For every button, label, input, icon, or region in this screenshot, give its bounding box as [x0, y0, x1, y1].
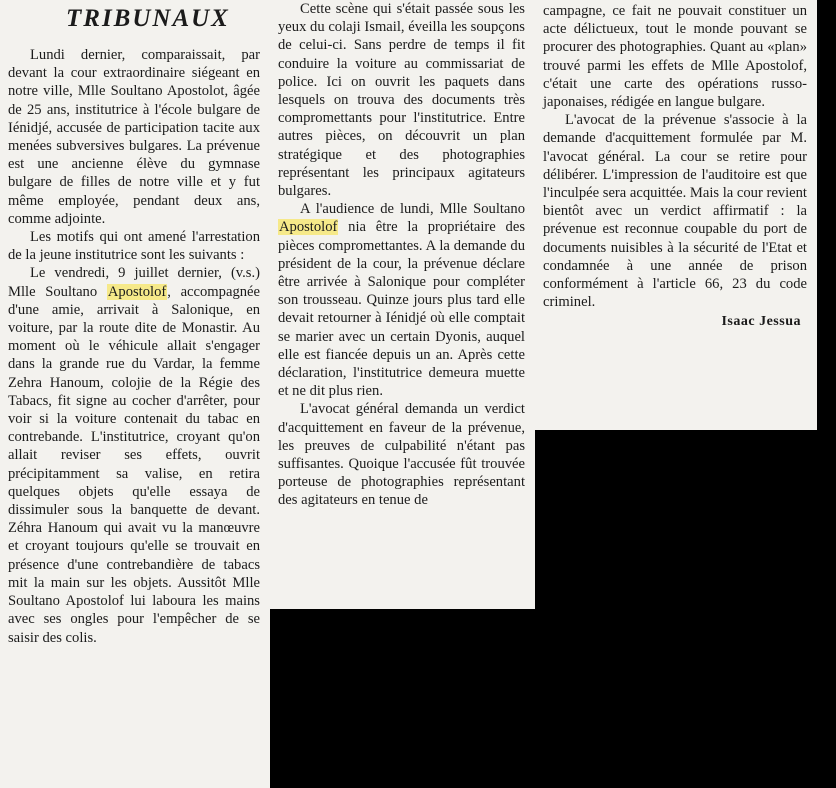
author-signature: Isaac Jessua — [721, 314, 801, 330]
paragraph-text: L'avocat de la prévenue s'associe à la demande d'acquittement formulée par M. l'avocat général. La cour se retire pour délibérer. L'impression de l'auditoire est que l'inculpée sera acquittée. Mais la cour revient bientôt avec un verdict affirmatif : la prévenue est reconnue coupable du port de documents nuisibles à la sécurité de l'Etat et condamnée à une année de prison conformément à l'article 66, 23 du code criminel. — [543, 112, 807, 311]
paragraph — [543, 2, 807, 111]
paragraph-text: Cette scène qui s'était passée sous les yeux du colaji Ismail, éveilla les soupçons de celui-ci. Sans perdre de temps il fit conduire la voiture au commissariat de police. Ici on ouvrit les paquets dans lesquels on trouva des documents très compromettants pour l'institutrice. Entre autres pièces, on découvrit un plan stratégique et des photographies représentant les principaux agitateurs bulgares. — [278, 1, 525, 200]
paragraph-text: A l'audience de lundi, Mlle Soultano — [300, 201, 525, 218]
paragraph-text: L'avocat général demanda un verdict d'acquittement en faveur de la prévenue, les preuves de culpabilité n'étant pas suffisantes. Quoique l'accusée fût trouvée porteuse de photographies représentant des agitateurs en tenue de — [278, 401, 525, 509]
paragraph-text: Le vendredi, 9 juillet dernier, (v.s.) Mlle Soultano — [8, 265, 260, 300]
paragraph — [8, 46, 260, 228]
paragraph-text: Les motifs qui ont amené l'arrestation de la jeune institutrice sont les suivants : — [8, 229, 260, 264]
paragraph — [8, 264, 260, 646]
article-column-1 — [0, 0, 270, 788]
paragraph-text: campagne, ce fait ne pouvait constituer un acte délictueux, tout le monde pouvant se procurer des photographies. Quant au «plan» trouvé parmi les effets de Mlle Apostolof, c'était une carte des opérations russo-japonaises, rédigée en langue bulgare. — [543, 3, 807, 111]
article-column-3 — [535, 0, 817, 430]
paragraph-text: , accompagnée d'une amie, arrivait à Salonique, en voiture, par la route dite de Monastir. Au moment où le véhicule allait s'engager dans la grande rue du Vardar, la femme Zehra Hanoum, colojie de la Régie des Tabacs, fit signe au cocher d'arrêter, pour voir si la voiture contenait du tabac en contrebande. L'institutrice, croyant qu'on allait reviser ses effets, ouvrit précipitamment sa valise, en retira quelques objets qu'elle essaya de dissimuler sous la banquette de devant. Zéhra Hanoum qui avait vu la manœuvre et croyant toujours qu'elle se trouvait en présence d'une contrebandière de tabacs mit la main sur les objets. Aussitôt Mlle Soultano Apostolof lui laboura les mains avec ses ongles pour l'empêcher de se saisir des colis. — [8, 283, 260, 646]
search-highlight: Apostolof — [279, 219, 338, 236]
section-heading: TRIBUNAUX — [66, 5, 230, 32]
column-1-text — [8, 46, 260, 647]
column-3-text — [543, 2, 807, 311]
paragraph — [8, 228, 260, 264]
paragraph — [278, 0, 525, 200]
paragraph — [543, 111, 807, 311]
column-2-text — [278, 0, 525, 510]
paragraph — [278, 200, 525, 400]
paragraph — [278, 400, 525, 509]
search-highlight: Apostolof — [107, 283, 167, 300]
paragraph-text: nia être la propriétaire des pièces compromettantes. A la demande du président de la cour, la prévenue déclare être arrivée à Salonique pour compléter son trousseau. Quinze jours plus tard elle devait retourner à Iénidjé où elle comptait se marier avec un certain Dyonis, auquel elle est fiancée depuis un an. Après cette déclaration, l'institutrice demeura muette et ne dit plus rien. — [278, 219, 525, 400]
article-column-2 — [270, 0, 535, 609]
paragraph-text: Lundi dernier, comparaissait, par devant la cour extraordinaire siégeant en notre ville, Mlle Soultano Apostolot, âgée de 25 ans, institutrice à l'école bulgare de Iénidjé, accusée de participation tacite aux menées subversives bulgares. La prévenue est une ancienne élève du gymnase bulgare de filles de notre ville et y fut même employée, pendant deux ans, comme adjointe. — [8, 47, 260, 227]
